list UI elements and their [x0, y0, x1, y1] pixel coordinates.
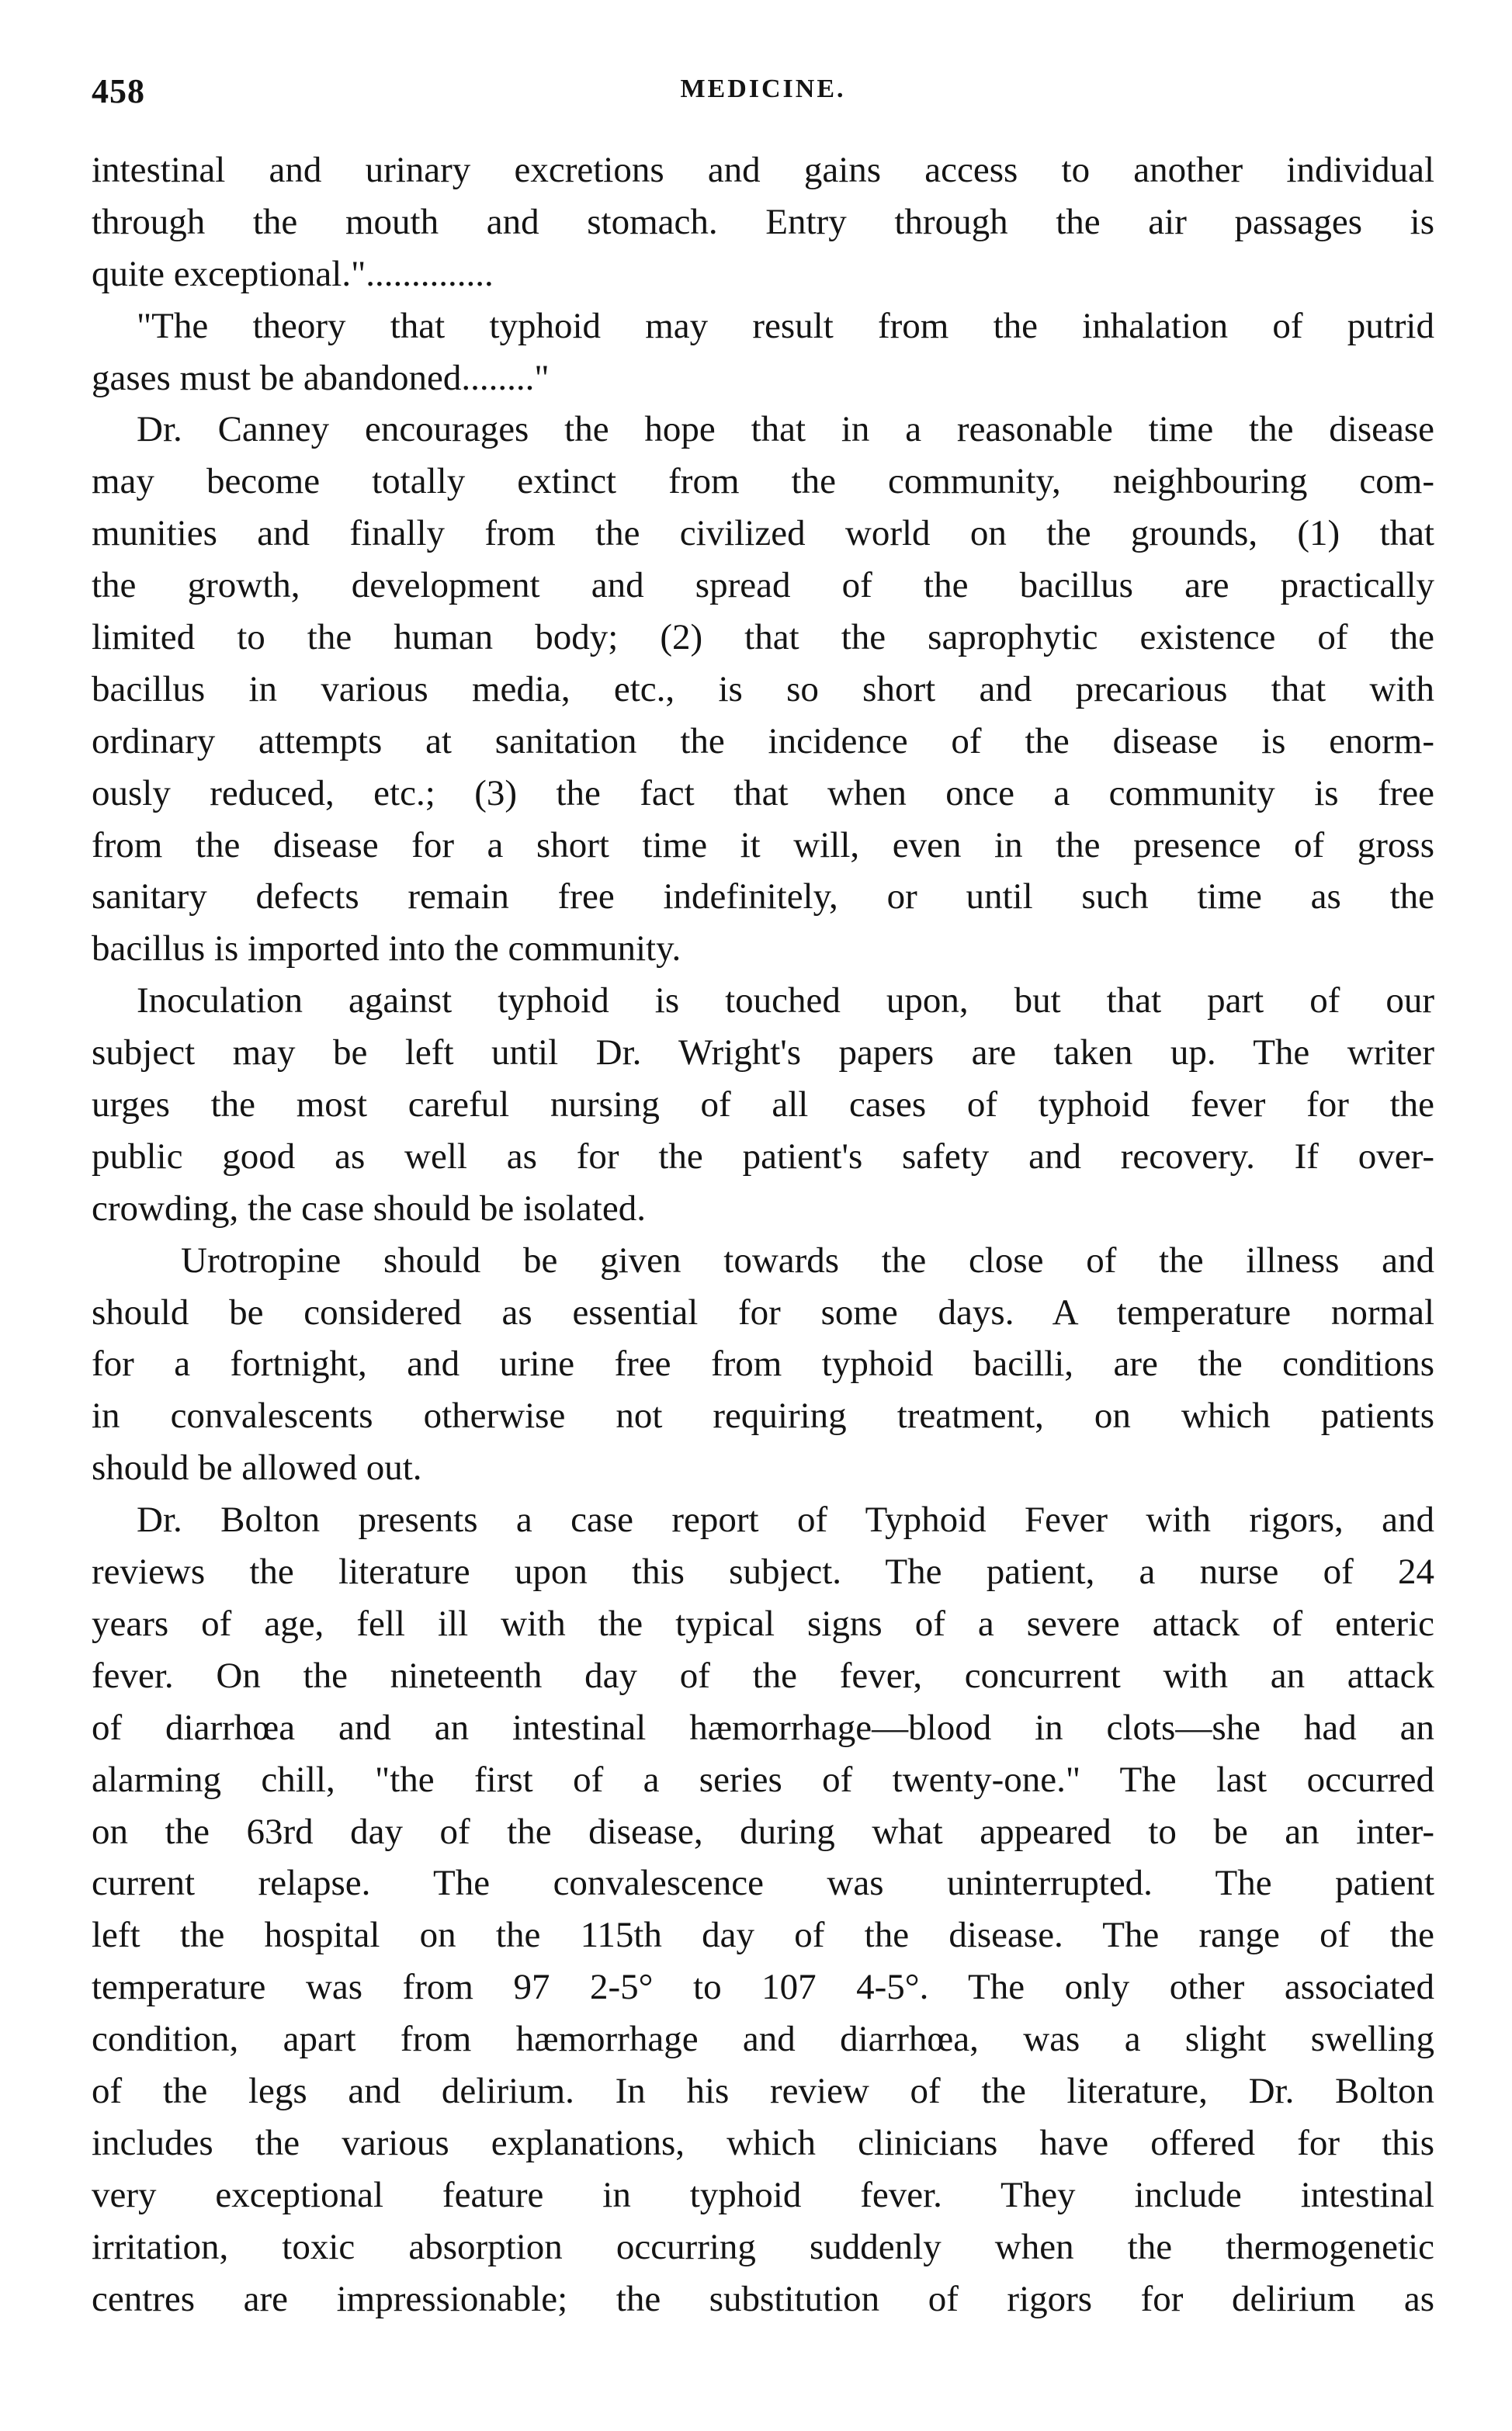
- text-line: centres are impressionable; the substitution of rigors for delirium as: [92, 2278, 1434, 2319]
- text-line: should be considered as essential for some days. A temperature normal: [92, 1292, 1434, 1333]
- text-line: from the disease for a short time it will, even in the presence of gross: [92, 824, 1434, 865]
- text-line: fever. On the nineteenth day of the fever, concurrent with an attack: [92, 1655, 1434, 1696]
- text-line: munities and finally from the civilized world on the grounds, (1) that: [92, 513, 1434, 554]
- text-line: crowding, the case should be isolated.: [92, 1188, 646, 1229]
- text-line: "The theory that typhoid may result from the inhalation of putrid: [137, 305, 1434, 346]
- text-line: the growth, development and spread of the bacillus are practically: [92, 565, 1434, 606]
- text-line: Dr. Canney encourages the hope that in a reasonable time the disease: [137, 409, 1434, 450]
- text-line: bacillus is imported into the community.: [92, 928, 681, 969]
- text-line: of the legs and delirium. In his review of the literature, Dr. Bolton: [92, 2070, 1434, 2111]
- text-line: ously reduced, etc.; (3) the fact that when once a community is free: [92, 772, 1434, 813]
- text-line: alarming chill, "the first of a series of twenty-one." The last occurred: [92, 1759, 1434, 1800]
- text-line: ordinary attempts at sanitation the incidence of the disease is enorm-: [92, 720, 1434, 761]
- text-line: in convalescents otherwise not requiring treatment, on which patients: [92, 1396, 1434, 1437]
- section-title: MEDICINE.: [680, 75, 846, 103]
- text-line: Urotropine should be given towards the close of the illness and: [181, 1240, 1434, 1281]
- body-text: [92, 144, 1434, 2325]
- text-line: public good as well as for the patient's safety and recovery. If over-: [92, 1136, 1434, 1177]
- text-line: should be allowed out.: [92, 1448, 422, 1489]
- text-line: of diarrhœa and an intestinal hæmorrhage—blood in clots—she had an: [92, 1707, 1434, 1748]
- text-line: on the 63rd day of the disease, during what appeared to be an inter-: [92, 1811, 1434, 1852]
- text-line: for a fortnight, and urine free from typhoid bacilli, are the conditions: [92, 1344, 1434, 1385]
- text-line: current relapse. The convalescence was uninterrupted. The patient: [92, 1863, 1434, 1904]
- text-line: condition, apart from hæmorrhage and diarrhœa, was a slight swelling: [92, 2019, 1434, 2060]
- page-number: 458: [92, 72, 145, 110]
- text-line: very exceptional feature in typhoid fever. They include intestinal: [92, 2174, 1434, 2215]
- text-line: bacillus in various media, etc., is so short and precarious that with: [92, 668, 1434, 709]
- text-line: includes the various explanations, which clinicians have offered for this: [92, 2122, 1434, 2163]
- running-head: [92, 71, 1434, 118]
- text-line: left the hospital on the 115th day of the disease. The range of the: [92, 1915, 1434, 1956]
- text-line: subject may be left until Dr. Wright's papers are taken up. The writer: [92, 1032, 1434, 1073]
- text-line: may become totally extinct from the community, neighbouring com-: [92, 461, 1434, 502]
- text-line: irritation, toxic absorption occurring suddenly when the thermogenetic: [92, 2226, 1434, 2267]
- text-line: sanitary defects remain free indefinitely, or until such time as the: [92, 876, 1434, 917]
- text-line: quite exceptional."..............: [92, 253, 494, 294]
- text-line: through the mouth and stomach. Entry through the air passages is: [92, 201, 1434, 242]
- text-line: years of age, fell ill with the typical signs of a severe attack of enteric: [92, 1603, 1434, 1644]
- text-line: reviews the literature upon this subject. The patient, a nurse of 24: [92, 1552, 1434, 1593]
- text-line: temperature was from 97 2-5° to 107 4-5°. The only other associated: [92, 1967, 1434, 2008]
- text-line: limited to the human body; (2) that the saprophytic existence of the: [92, 617, 1434, 658]
- text-line: urges the most careful nursing of all cases of typhoid fever for the: [92, 1084, 1434, 1125]
- text-line: intestinal and urinary excretions and gains access to another individual: [92, 150, 1434, 190]
- text-line: Inoculation against typhoid is touched upon, but that part of our: [137, 980, 1434, 1021]
- text-line: Dr. Bolton presents a case report of Typhoid Fever with rigors, and: [137, 1500, 1434, 1541]
- text-line: gases must be abandoned........": [92, 357, 550, 398]
